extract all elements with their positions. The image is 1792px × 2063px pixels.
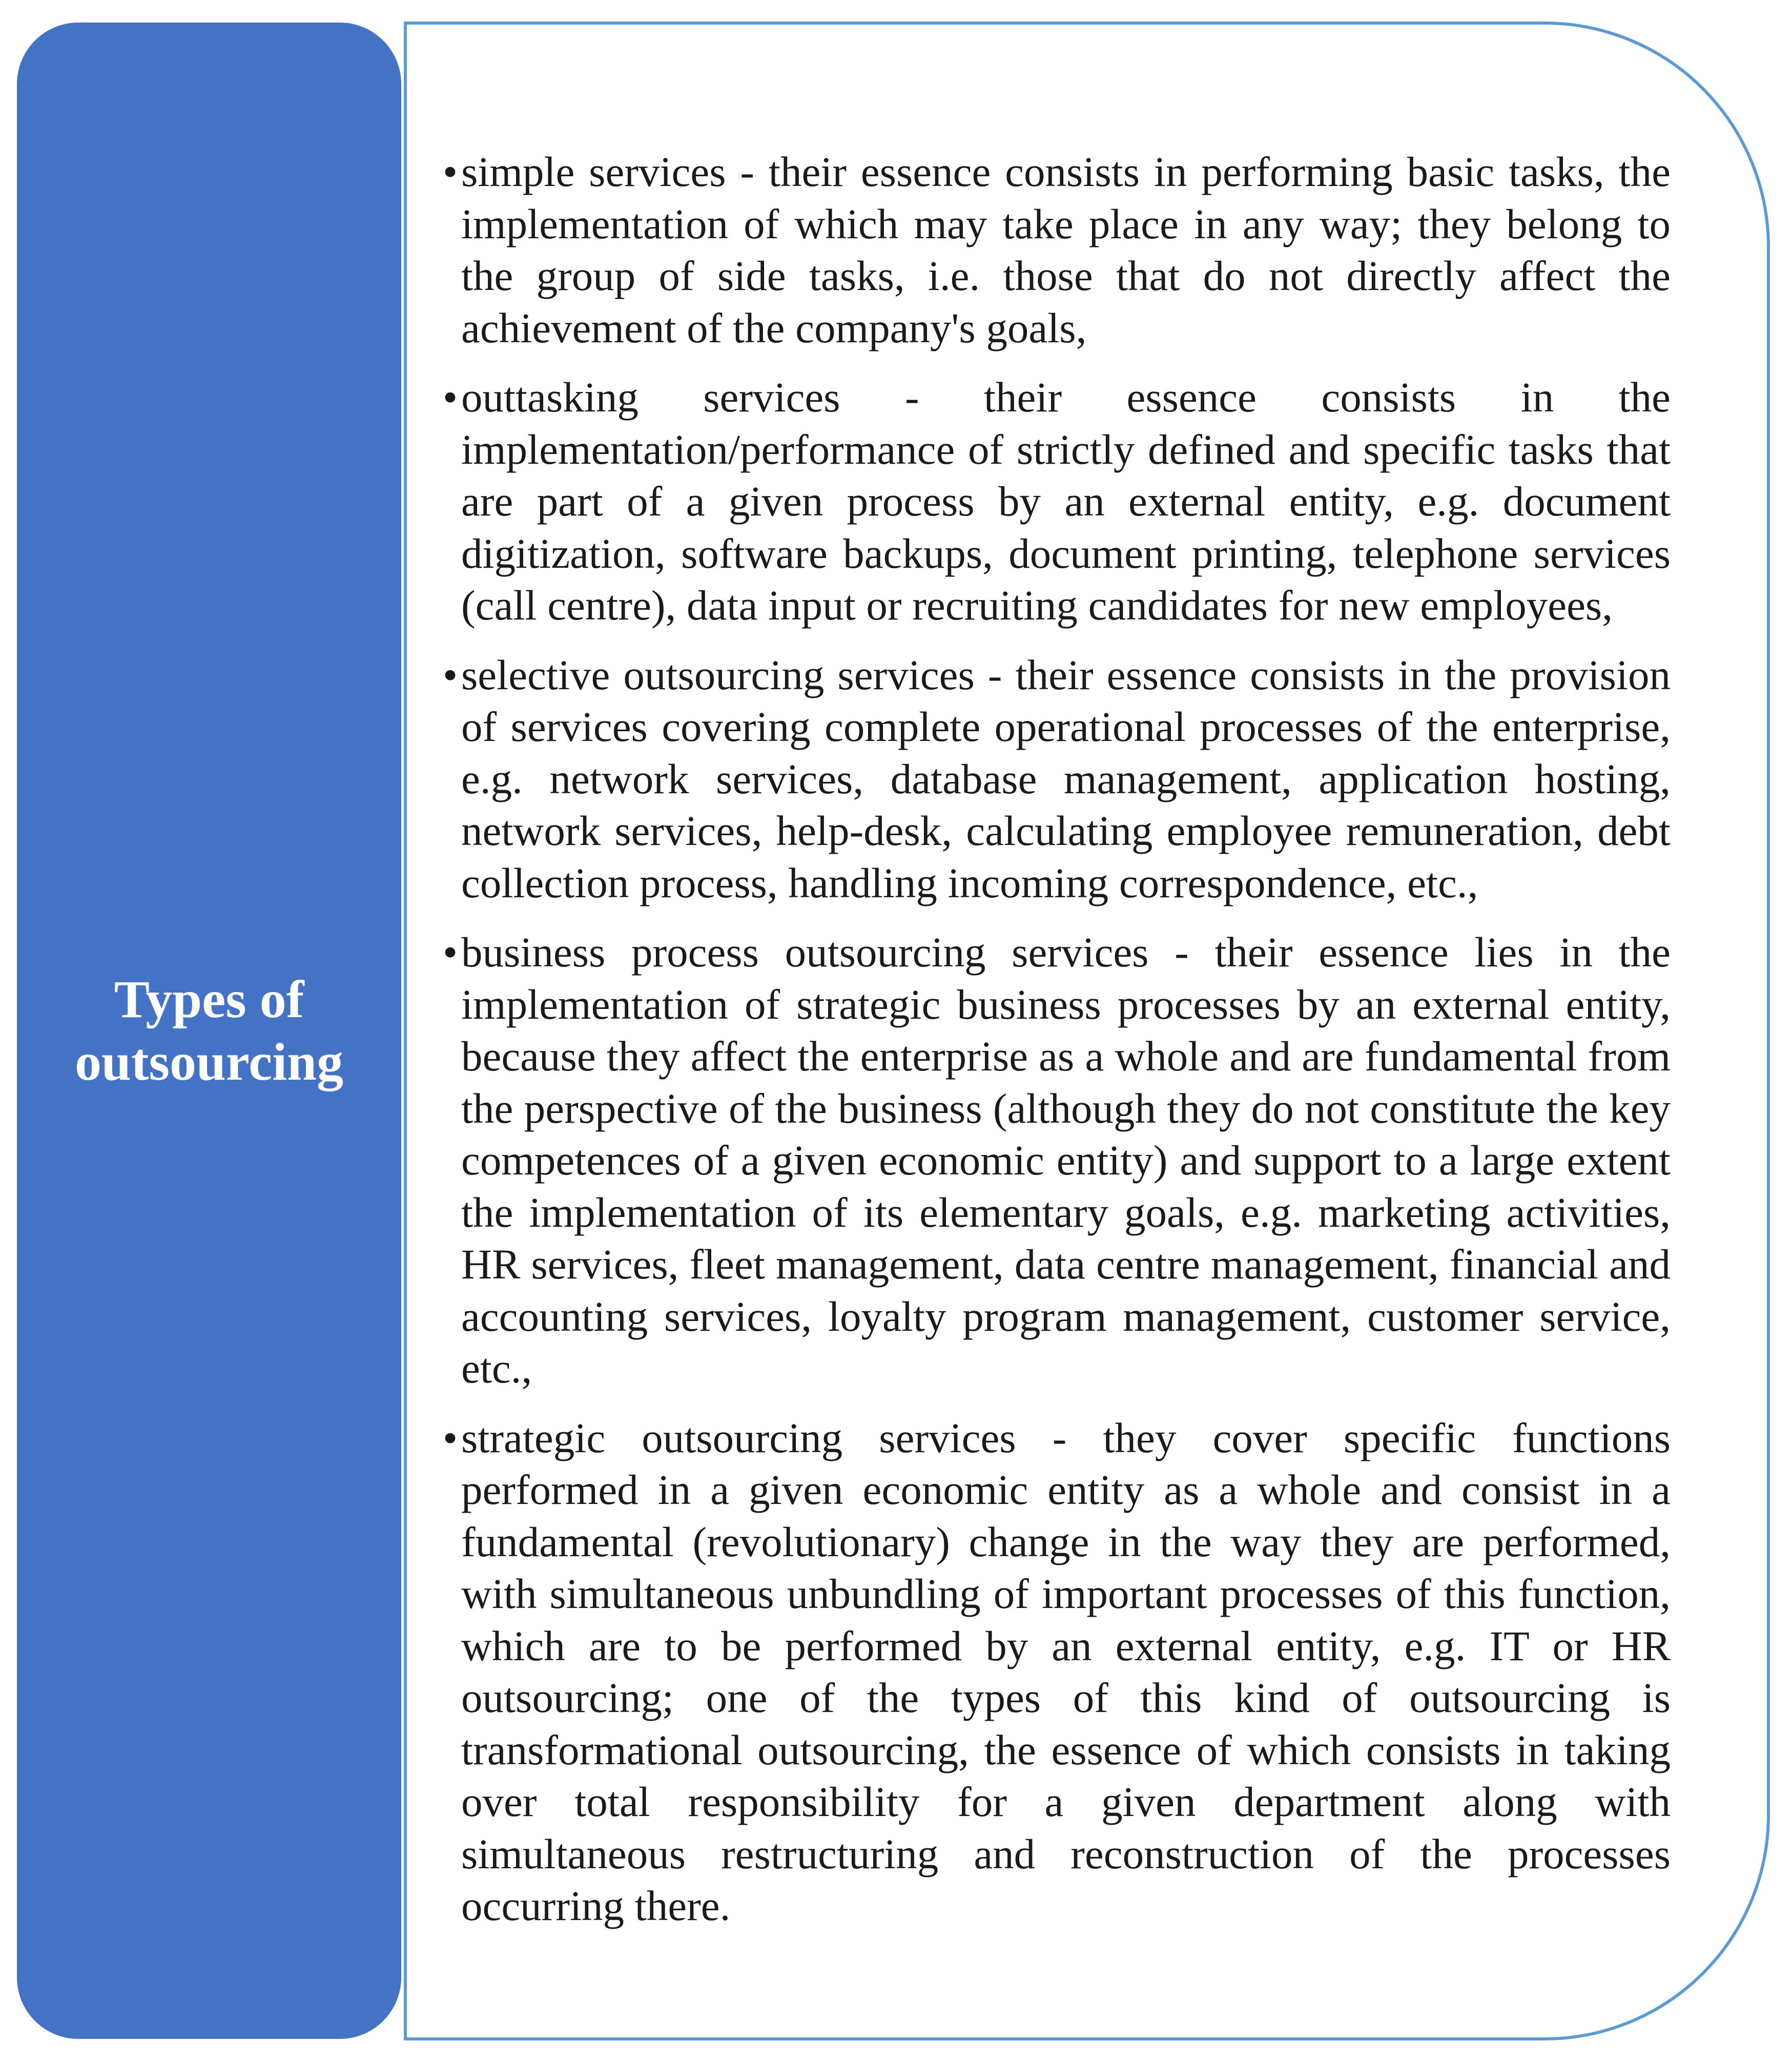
list-item-text: business process outsourcing services - their essence lies in the implementation of strategic business processes by an external entity, because they affect the enterprise as a whole and are fundamental from the perspective of the business (although they do not constitute the key competences of a given economic entity) and support to a large extent the implementation of its elementary goals, e.g. marketing activities, HR services, fleet management, data centre management, financial and accounting services, loyalty program management, customer service, etc., (461, 929, 1671, 1392)
title-label: Types of outsourcing (75, 969, 343, 1091)
list-item-outtasking-services (443, 372, 1671, 632)
list-item-text: strategic outsourcing services - they cover specific functions performed in a given economic entity as a whole and consist in a fundamental (revolutionary) change in the way they are performed, with simultaneous unbundling of important processes of this function, which are to be performed by an external entity, e.g. IT or HR outsourcing; one of the types of this kind of outsourcing is transformational outsourcing, the essence of which consists in taking over total responsibility for a given department along with simultaneous restructuring and reconstruction of the processes occurring there. (461, 1414, 1671, 1929)
list-item-selective-outsourcing-services (443, 649, 1671, 910)
bullet-icon: • (443, 374, 458, 421)
outsourcing-types-list (443, 146, 1671, 1950)
list-item-text: simple services - their essence consists in performing basic tasks, the implementation of which may take place in any way; they belong to the group of side tasks, i.e. those that do not directly affect the achievement of the company's goals, (461, 148, 1671, 352)
list-item-business-process-outsourcing-services (443, 926, 1671, 1395)
list-item-text: outtasking services - their essence consists in the implementation/performance of strictly defined and specific tasks that are part of a given process by an external entity, e.g. document digitization, software backups, document printing, telephone services (call centre), data input or recruiting candidates for new employees, (461, 374, 1671, 629)
title-panel (17, 23, 401, 2039)
bullet-icon: • (443, 929, 458, 976)
list-item-simple-services (443, 146, 1671, 354)
bullet-icon: • (443, 148, 458, 195)
bullet-icon: • (443, 1414, 458, 1461)
list-item-strategic-outsourcing-services (443, 1412, 1671, 1932)
bullet-icon: • (443, 651, 458, 698)
list-item-text: selective outsourcing services - their essence consists in the provision of services covering complete operational processes of the enterprise, e.g. network services, database management, application hosting, network services, help-desk, calculating employee remuneration, debt collection process, handling incoming correspondence, etc., (461, 651, 1671, 906)
